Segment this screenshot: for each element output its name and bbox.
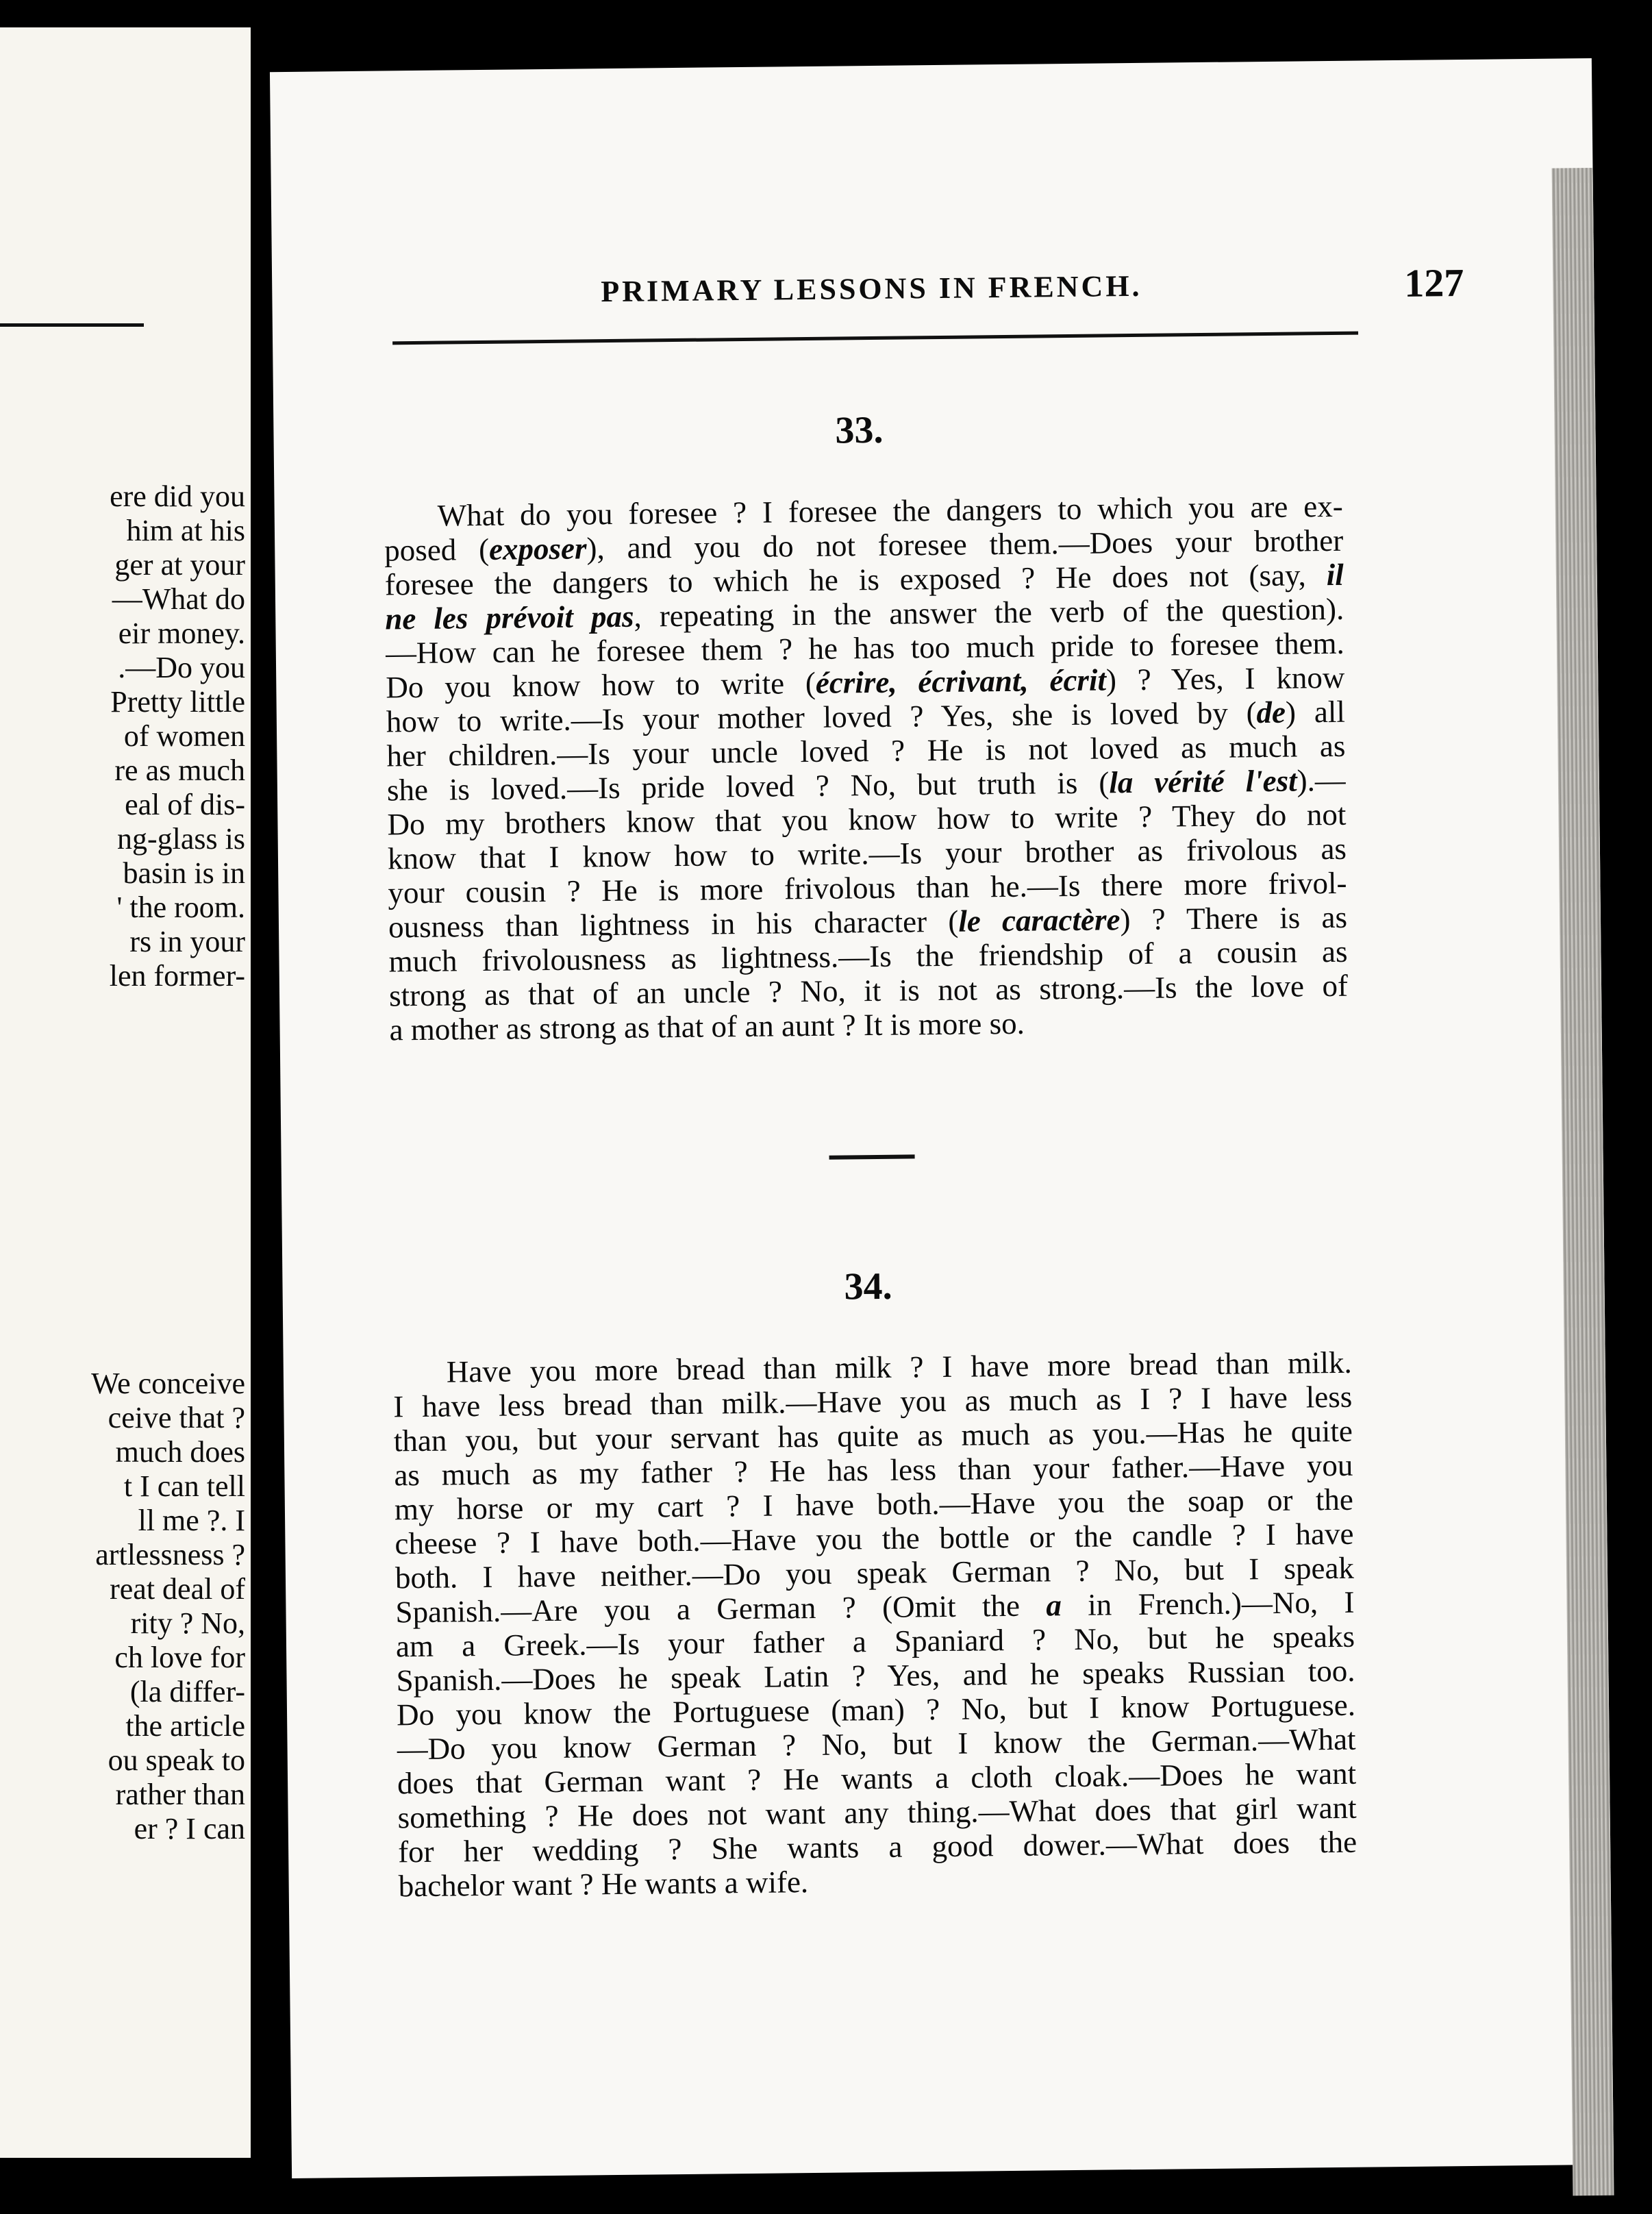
left-page-line: t I can tell	[123, 1469, 245, 1503]
left-page-line: ll me ?. I	[138, 1504, 245, 1537]
text-line: my horse or my cart ? I have both.—Have you the soap or the	[394, 1482, 1354, 1527]
left-page-line: rity ? No,	[130, 1606, 245, 1640]
left-page-line: rs in your	[129, 925, 245, 958]
left-page-line: —What do	[112, 582, 245, 616]
left-page-line: ch love for	[114, 1641, 245, 1674]
text-line: a mother as strong as that of an aunt ? It is more so.	[389, 1006, 1025, 1047]
text-line: am a Greek.—Is your father a Spaniard ? No, but he speaks	[395, 1619, 1355, 1664]
text-line: Spanish.—Are you a German ? (Omit the a in French.)—No, I	[395, 1584, 1355, 1630]
section-divider	[829, 1154, 915, 1159]
text-line: Spanish.—Does he speak Latin ? Yes, and he speaks Russian too.	[396, 1653, 1355, 1698]
left-page-line: eir money.	[118, 617, 245, 650]
text-line: as much as my father ? He has less than your father.—Have you	[394, 1447, 1353, 1493]
lesson-34-text	[393, 1345, 1357, 1904]
left-page-line: Pretty little	[110, 685, 245, 719]
text-line: What do you foresee ? I foresee the dangers to which you are ex-	[437, 488, 1343, 533]
text-line: Do my brothers know that you know how to write ? They do not	[387, 797, 1347, 842]
running-head	[601, 260, 1464, 322]
left-page-line: ger at your	[114, 548, 245, 582]
text-line: foresee the dangers to which he is exposed ? He does not (say, il	[384, 557, 1344, 602]
text-line: how to write.—Is your mother loved ? Yes, she is loved by (de) all	[386, 694, 1346, 739]
text-line: Do you know the Portuguese (man) ? No, but I know Portuguese.	[396, 1687, 1356, 1732]
left-page-line: ere did you	[110, 480, 245, 513]
text-line: your cousin ? He is more frivolous than he.—Is there more frivol-	[388, 865, 1347, 910]
left-page-rule	[0, 323, 144, 327]
lesson-33-text	[384, 489, 1348, 1047]
text-line: I have less bread than milk.—Have you as much as I ? I have less	[393, 1379, 1353, 1424]
left-page-line: reat deal of	[110, 1572, 245, 1606]
text-line: both. I have neither.—Do you speak German ? No, but I speak	[395, 1550, 1355, 1595]
left-page-line: rather than	[115, 1778, 245, 1811]
text-line: than you, but your servant has quite as much as you.—Has he quite	[393, 1413, 1353, 1458]
text-line: Do you know how to write (écrire, écrivant, écrit) ? Yes, I know	[386, 660, 1345, 705]
text-line: she is loved.—Is pride loved ? No, but truth is (la vérité l'est).—	[386, 762, 1347, 808]
text-line: cheese ? I have both.—Have you the bottle or the candle ? I have	[395, 1516, 1354, 1561]
left-page-line: him at his	[126, 514, 245, 547]
left-page-line: len former-	[109, 959, 245, 993]
left-page-line: er ? I can	[134, 1812, 245, 1845]
section-number: 34.	[844, 1265, 892, 1308]
page-number: 127	[1403, 260, 1464, 306]
left-page-line: the article	[125, 1709, 245, 1743]
text-line: know that I know how to write.—Is your brother as frivolous as	[387, 831, 1347, 876]
left-page-line: ou speak to	[108, 1743, 245, 1777]
text-line: her children.—Is your uncle loved ? He is not loved as much as	[386, 728, 1346, 773]
text-line: ousness than lightness in his character (le caractère) ? There is as	[388, 899, 1348, 945]
text-line: something ? He does not want any thing.—What does that girl want	[397, 1790, 1357, 1835]
left-page-line: (la differ-	[129, 1675, 245, 1708]
left-facing-page	[0, 27, 251, 2158]
header-rule	[392, 332, 1358, 345]
left-page-line: re as much	[114, 754, 245, 787]
main-page	[270, 58, 1614, 2178]
text-line: bachelor want ? He wants a wife.	[398, 1865, 809, 1904]
text-line: strong as that of an uncle ? No, it is not as strong.—Is the love of	[388, 968, 1349, 1013]
left-page-line: .—Do you	[118, 651, 245, 684]
text-line: much frivolousness as lightness.—Is the friendship of a cousin as	[388, 934, 1348, 979]
left-page-line: ceive that ?	[108, 1401, 245, 1434]
text-line: ne les prévoit pas, repeating in the answer the verb of the question).	[385, 591, 1344, 636]
text-line: does that German want ? He wants a cloth cloak.—Does he want	[397, 1756, 1357, 1801]
text-line: —Do you know German ? No, but I know the German.—What	[397, 1721, 1356, 1767]
page-edge	[1552, 168, 1614, 2196]
running-title: PRIMARY LESSONS IN FRENCH.	[601, 269, 1142, 309]
left-page-line: ng-glass is	[117, 822, 245, 856]
left-page-line: We conceive	[91, 1367, 245, 1400]
text-line: for her wedding ? She wants a good dower.—What does the	[397, 1824, 1357, 1869]
left-page-line: of women	[123, 719, 245, 753]
left-page-line: much does	[115, 1435, 245, 1469]
left-page-line: ' the room.	[116, 891, 245, 924]
left-page-line: basin is in	[123, 856, 245, 890]
text-line: —How can he foresee them ? he has too much pride to foresee them.	[385, 625, 1345, 671]
section-number: 33.	[835, 408, 884, 452]
text-line: posed (exposer), and you do not foresee them.—Does your brother	[384, 523, 1344, 568]
left-page-line: eal of dis-	[125, 788, 245, 821]
left-page-line: artlessness ?	[95, 1538, 245, 1571]
text-line: Have you more bread than milk ? I have more bread than milk.	[446, 1345, 1353, 1389]
